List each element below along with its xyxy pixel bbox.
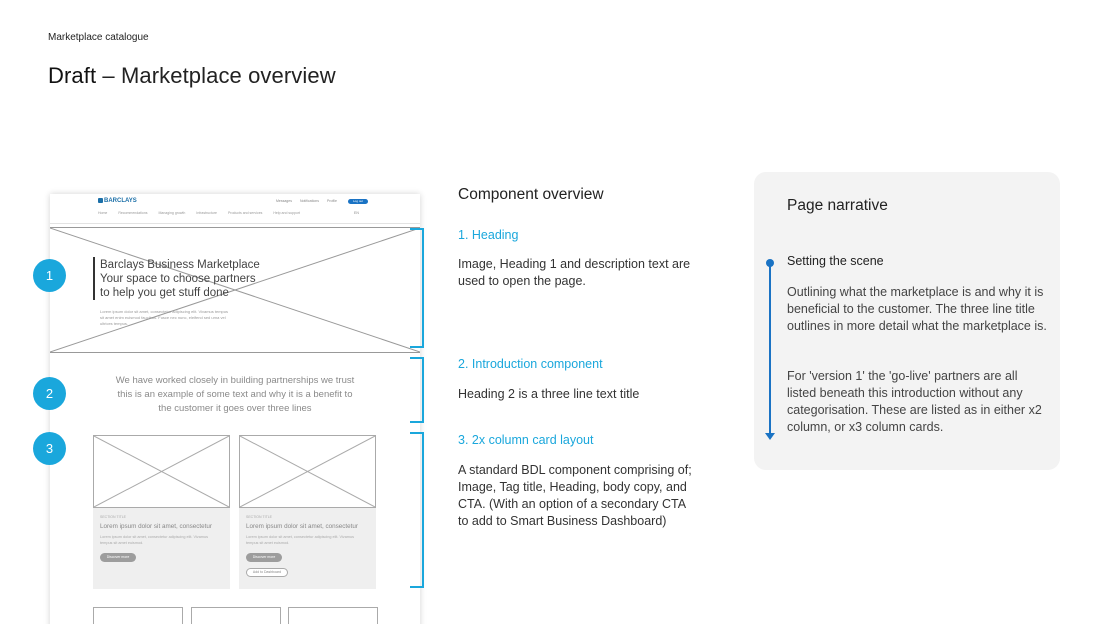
card-heading: Lorem ipsum dolor sit amet, consectetur: [246, 523, 358, 530]
page-narrative-title: Page narrative: [787, 197, 888, 214]
hero-accent-bar: [93, 257, 95, 300]
marker-2: 2: [33, 377, 66, 410]
card-image-placeholder: [239, 435, 376, 508]
slide-kicker: Marketplace catalogue: [48, 32, 149, 43]
title-draft: Draft: [48, 63, 97, 88]
hero-title: Barclays Business Marketplace Your space to choose partners to help you get stuff done: [100, 259, 260, 299]
bracket-heading: [410, 228, 424, 348]
wireframe-card-row3: [191, 607, 281, 624]
narrative-paragraph-2: For 'version 1' the 'go-live' partners are all listed beneath this introduction without any categorisation. These are listed as in either x2 column, or x3 column cards.: [787, 369, 1042, 434]
card-body: Lorem ipsum dolor sit amet, consectetur adipiscing elit. Vivamus tempus sit amet euismod.: [246, 535, 354, 545]
hero-body: Lorem ipsum dolor sit amet, consectetur adipiscing elit. Vivamus tempus sit amet enim euismod faucibus. Fusce nec nunc, eleifend sed urna vel ultrices tempus.: [100, 309, 228, 326]
narrative-subtitle: Setting the scene: [787, 254, 884, 268]
wireframe-nav-item: Home: [98, 211, 108, 215]
wireframe-header: [50, 194, 420, 224]
wireframe-hero: [50, 227, 420, 353]
card-image-placeholder: [93, 435, 230, 508]
arrow-down-icon: [765, 433, 775, 440]
eagle-icon: [98, 198, 103, 203]
card-tag: SECTION TITLE: [100, 515, 126, 519]
bracket-intro: [410, 357, 424, 423]
component-overview-title: Component overview: [458, 186, 604, 203]
overview-text-3: A standard BDL component comprising of; Image, Tag title, Heading, body copy, and CTA. (With an option of a secondary CTA to add to Smart Business Dashboard): [458, 463, 692, 528]
wireframe-utility-item: Messages: [276, 199, 292, 203]
wireframe-card-row3: [93, 607, 183, 624]
title-rest: – Marketplace overview: [96, 63, 336, 88]
bracket-cards: [410, 432, 424, 588]
wireframe-nav: [98, 211, 310, 215]
image-placeholder-icon: [94, 436, 229, 507]
wireframe-card-row3: [288, 607, 378, 624]
wireframe-utility-item: Notifications: [299, 199, 320, 203]
card-body: Lorem ipsum dolor sit amet, consectetur adipiscing elit. Vivamus tempus sit amet euismod.: [100, 535, 208, 545]
card-cta-button: Discover more: [100, 553, 136, 562]
wireframe-utility-links: [276, 199, 344, 203]
wireframe-mockup: [50, 194, 420, 624]
wireframe-nav-item: Managing growth: [158, 211, 186, 215]
wireframe-card: [239, 435, 376, 589]
wireframe-nav-item: Infrastructure: [196, 211, 217, 215]
image-placeholder-icon: [240, 436, 375, 507]
wireframe-logo-text: BARCLAYS: [104, 198, 137, 205]
card-cta-button: Discover more: [246, 553, 282, 562]
wireframe-nav-item: Help and support: [273, 211, 301, 215]
overview-text-1: Image, Heading 1 and description text are used to open the page.: [458, 257, 691, 288]
wireframe-card: [93, 435, 230, 589]
wireframe-nav-item: Products and services: [227, 211, 263, 215]
narrative-timeline-dot: [766, 259, 774, 267]
wireframe-utility-item: Profile: [327, 199, 337, 203]
wireframe-logout-button: Log out: [348, 199, 368, 204]
wireframe-intro-text: We have worked closely in building partnerships we trust this is an example of some text and why it is a benefit to the customer it goes over three lines: [115, 375, 355, 414]
overview-text-2: Heading 2 is a three line text title: [458, 387, 640, 401]
wireframe-language: EN: [354, 211, 359, 215]
narrative-paragraph-1: Outlining what the marketplace is and why it is beneficial to the customer. The three line title outlines in more detail what the marketplace is.: [787, 285, 1047, 333]
overview-heading-2: 2. Introduction component: [458, 357, 603, 371]
marker-1: 1: [33, 259, 66, 292]
card-secondary-cta-button: Add to Dashboard: [246, 568, 288, 577]
narrative-timeline-line: [769, 262, 771, 437]
wireframe-nav-item: Recommendations: [118, 211, 148, 215]
overview-heading-1: 1. Heading: [458, 228, 519, 242]
overview-heading-3: 3. 2x column card layout: [458, 433, 594, 447]
card-tag: SECTION TITLE: [246, 515, 272, 519]
slide-title: [48, 63, 336, 89]
wireframe-logo: [98, 198, 137, 204]
marker-3: 3: [33, 432, 66, 465]
card-heading: Lorem ipsum dolor sit amet, consectetur: [100, 523, 212, 530]
